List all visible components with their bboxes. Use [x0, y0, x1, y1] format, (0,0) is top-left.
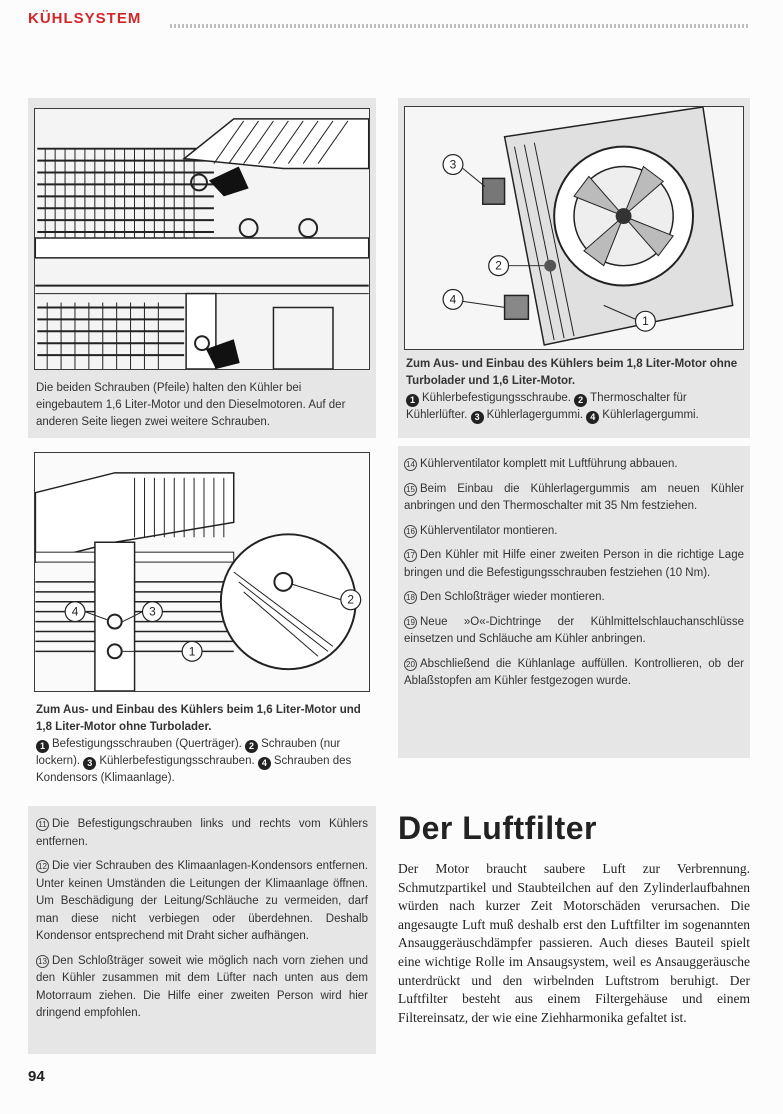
- figure-3-callout-4: [65, 602, 85, 622]
- step-text: Den Kühler mit Hilfe einer zweiten Person in die richtige Lage bringen und die Befestigungsschrauben festziehen (10 Nm).: [404, 549, 744, 579]
- figure-2-callout-3-label: 3: [449, 157, 457, 172]
- figure-3-drawing: [35, 453, 369, 691]
- steps-list-right: [404, 456, 744, 698]
- legend-number-badge: 1: [406, 394, 419, 407]
- step-number-circle: 19: [404, 616, 417, 629]
- header-divider: [170, 24, 750, 28]
- step-number-circle: 13: [36, 955, 49, 968]
- figure-3-callout-3: [143, 602, 163, 622]
- figure-2-callout-2-label: 2: [495, 258, 502, 273]
- step-item: [404, 614, 744, 649]
- page-number: 94: [28, 1068, 45, 1085]
- legend-text: Kühlerlagergummi.: [486, 409, 584, 421]
- legend-number-badge: 2: [245, 740, 258, 753]
- step-text: Kühlerventilator komplett mit Luftführung abbauen.: [420, 458, 678, 470]
- step-text: Neue »O«-Dichtringe der Kühlmittelschlauchanschlüsse einsetzen und Schläuche am Kühler anbringen.: [404, 615, 744, 645]
- figure-2-callout-3: [443, 155, 463, 175]
- step-item: [404, 456, 744, 474]
- figure-3-caption: [36, 702, 368, 787]
- step-item: [404, 547, 744, 582]
- step-number-circle: 15: [404, 483, 417, 496]
- step-text: Die Befestigungschrauben links und rechts vom Kühlers entfernen.: [36, 818, 368, 848]
- figure-3-callout-2-label: 2: [347, 592, 355, 607]
- figure-2-legend-item: [471, 409, 584, 421]
- legend-number-badge: 4: [258, 757, 271, 770]
- figure-3-legend-item: [83, 755, 254, 767]
- step-number-circle: 20: [404, 658, 417, 671]
- step-text: Abschließend die Kühlanlage auffüllen. Kontrollieren, ob der Ablaßstopfen am Kühler festgezogen wurde.: [404, 657, 744, 687]
- legend-text: Befestigungsschrauben (Querträger).: [52, 738, 242, 750]
- legend-number-badge: 3: [83, 757, 96, 770]
- step-number-circle: 14: [404, 458, 417, 471]
- step-number-circle: 16: [404, 525, 417, 538]
- figure-2-drawing: [405, 107, 743, 349]
- legend-text: Kühlerbefestigungsschraube.: [422, 392, 571, 404]
- figure-3-caption-title: Zum Aus- und Einbau des Kühlers beim 1,6 Liter-Motor und 1,8 Liter-Motor ohne Turbolader.: [36, 704, 361, 733]
- legend-number-badge: 2: [574, 394, 587, 407]
- figure-3-callout-4-label: 4: [71, 604, 79, 619]
- step-number-circle: 18: [404, 591, 417, 604]
- figure-3-callout-3-label: 3: [149, 604, 156, 619]
- step-number-circle: 17: [404, 549, 417, 562]
- figure-2-caption: [406, 356, 742, 424]
- steps-list-left: [36, 816, 368, 1030]
- step-item: [36, 858, 368, 946]
- step-text: Die vier Schrauben des Klimaanlagen-Kondensors entfernen. Unter keinen Umständen die Leitungen der Klimaanlage öffnen. Um Beschädigung der Leitung/Schläuche zu vermeiden, darf man diese nicht verbiegen oder überdehnen. Deshalb Kondensor entsprechend mit Draht sicher aufhängen.: [36, 860, 368, 942]
- figure-2-image: [404, 106, 744, 350]
- figure-3-image: [34, 452, 370, 692]
- step-number-circle: 11: [36, 818, 49, 831]
- step-item: [404, 523, 744, 541]
- figure-3-callout-1-label: 1: [188, 644, 196, 659]
- figure-2-callout-4: [443, 289, 463, 309]
- legend-number-badge: 1: [36, 740, 49, 753]
- step-item: [404, 656, 744, 691]
- figure-2-callout-2: [489, 256, 509, 276]
- step-item: [404, 481, 744, 516]
- legend-number-badge: 4: [586, 411, 599, 424]
- section-heading: Der Luftfilter: [398, 810, 597, 846]
- step-item: [36, 953, 368, 1023]
- step-number-circle: 12: [36, 860, 49, 873]
- figure-2-caption-title: Zum Aus- und Einbau des Kühlers beim 1,8 Liter-Motor ohne Turbolader und 1,6 Liter-Motor.: [406, 358, 738, 387]
- figure-2-callout-1: [635, 311, 655, 331]
- legend-text: Schrauben des Kondensors (Klimaanlage).: [36, 755, 352, 784]
- figure-2-legend-item: [406, 392, 571, 404]
- step-text: Kühlerventilator montieren.: [420, 524, 558, 537]
- step-text: Beim Einbau die Kühlerlagergummis am neuen Kühler anbringen und den Thermoschalter mit 35 Nm festziehen.: [404, 482, 744, 512]
- step-item: [36, 816, 368, 851]
- legend-text: Kühlerlagergummi.: [602, 409, 699, 421]
- legend-text: Thermoschalter für Kühlerlüfter.: [406, 392, 687, 421]
- legend-text: Schrauben (nur lockern).: [36, 738, 341, 767]
- step-text: Den Schloßträger soweit wie möglich nach vorn ziehen und den Kühler zusammen mit dem Lüfter nach unten aus dem Motorraum ziehen. Die Hilfe einer zweiten Person wird hier dringend empfohlen.: [36, 954, 368, 1019]
- figure-3-callout-2: [341, 590, 361, 610]
- step-item: [404, 589, 744, 607]
- figure-3-callout-1: [182, 641, 202, 661]
- figure-1-caption: Die beiden Schrauben (Pfeile) halten den Kühler bei eingebautem 1,6 Liter-Motor und den Dieselmotoren. Auf der anderen Seite liegen zwei weitere Schrauben.: [36, 382, 346, 428]
- figure-2-legend-item: [586, 409, 699, 421]
- step-text: Den Schloßträger wieder montieren.: [420, 591, 605, 603]
- figure-1-image: [34, 108, 370, 370]
- section-body-text: Der Motor braucht saubere Luft zur Verbrennung. Schmutzpartikel und Staubteilchen auf den Zylinderlaufbahnen würden nach kurzer Zeit Motorschäden verursachen. Die angesaugte Luft muß deshalb erst den Luftfilter im sogenannten Ansauggeräuschdämpfer passieren. Auch dieses Bauteil spielt eine wichtige Rolle im Ansaugsystem, weil es Ansauggeräusche unterdrückt und den wirbelnden Luftstrom beruhigt. Der Luftfilter besteht aus einem Filtergehäuse und einem Filtereinsatz, der wie eine Ziehharmonika gefaltet ist.: [398, 861, 750, 1025]
- figure-3-legend-item: [36, 738, 242, 750]
- chapter-title: KÜHLSYSTEM: [28, 10, 142, 27]
- figure-2-callout-4-label: 4: [449, 292, 457, 307]
- figure-1-drawing: [35, 109, 369, 369]
- legend-text: Kühlerbefestigungsschrauben.: [99, 755, 255, 767]
- legend-number-badge: 3: [471, 411, 484, 424]
- figure-2-callout-1-label: 1: [642, 314, 649, 329]
